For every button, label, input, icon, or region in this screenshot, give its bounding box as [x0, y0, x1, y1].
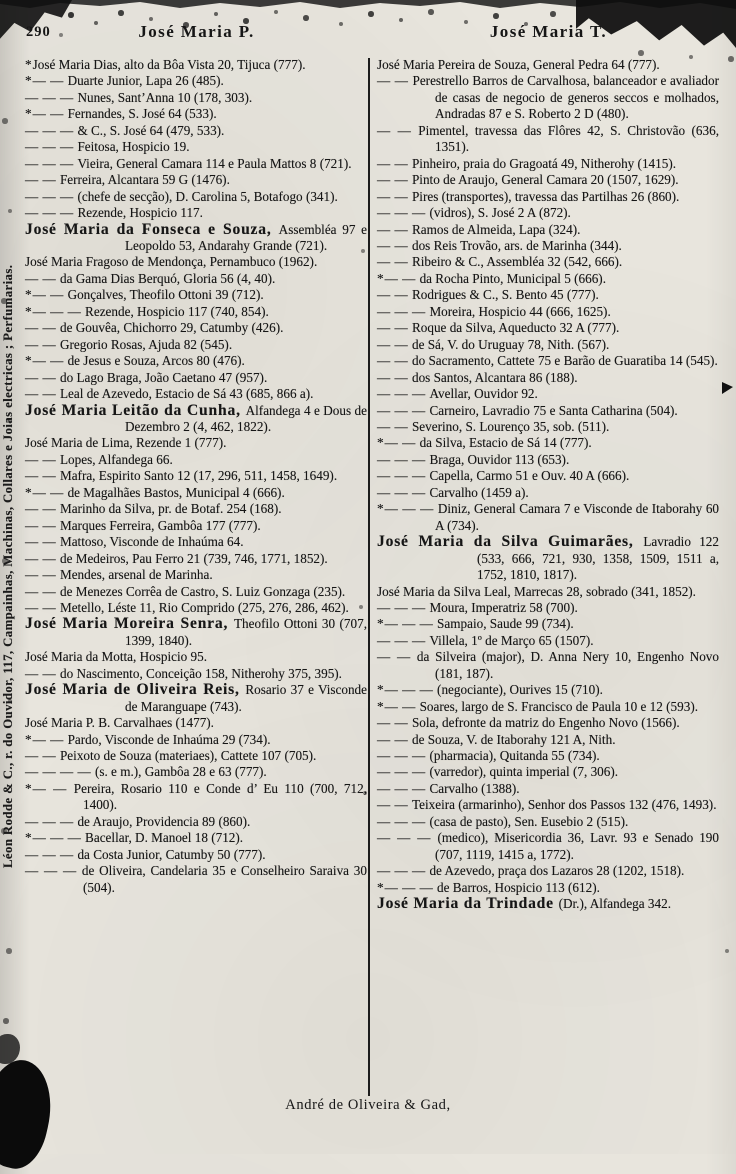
entry-text: da Rocha Pinto, Municipal 5 (666).	[419, 270, 606, 286]
directory-entry	[377, 156, 719, 172]
ditto-dashes: — —	[32, 287, 68, 303]
directory-entry	[377, 699, 719, 715]
ditto-dashes: — —	[377, 731, 412, 747]
ditto-dashes: — — — —	[25, 764, 95, 780]
entry-text: (vidros), S. José 2 A (872).	[429, 205, 571, 221]
entry-text: Feitosa, Hospicio 19.	[77, 139, 190, 155]
scan-ink-mark-right	[722, 382, 733, 394]
entry-text: Diniz, General Camara 7 e Visconde de Itaborahy 60 A (734).	[435, 501, 720, 533]
ditto-dashes: — — —	[377, 813, 430, 829]
subscriber-star-marker: *	[25, 484, 32, 500]
ditto-dashes: — —	[377, 221, 412, 237]
entry-text: Vieira, General Camara 114 e Paula Mattos 8 (721).	[77, 155, 352, 171]
directory-entry	[25, 189, 367, 205]
directory-entry	[377, 732, 719, 748]
directory-entry	[25, 370, 367, 386]
ditto-dashes: — —	[32, 73, 68, 89]
entry-text: Carvalho (1388).	[429, 780, 520, 796]
directory-entry	[25, 814, 367, 830]
directory-entry	[377, 485, 719, 501]
ditto-dashes: — —	[377, 797, 412, 813]
directory-entry	[377, 633, 719, 649]
ditto-dashes: — —	[25, 583, 60, 599]
directory-entry	[25, 781, 367, 814]
directory-entry	[25, 863, 367, 896]
directory-entry	[377, 57, 719, 73]
directory-entry	[377, 649, 719, 682]
ditto-dashes: — —	[32, 484, 68, 500]
directory-entry	[25, 452, 367, 468]
entry-text: José Maria P. B. Carvalhaes (1477).	[25, 715, 214, 731]
ditto-dashes: — — —	[384, 879, 438, 895]
entry-text: Capella, Carmo 51 e Ouv. 40 A (666).	[429, 468, 630, 484]
ditto-dashes: — —	[25, 550, 60, 566]
entry-text: Soares, largo de S. Francisco de Paula 10 e 12 (593).	[419, 698, 699, 714]
entry-text: Rezende, Hospicio 117 (740, 854).	[85, 303, 269, 319]
entry-text: da Silva, Estacio de Sá 14 (777).	[419, 435, 592, 451]
directory-entry	[25, 222, 367, 255]
directory-entry	[377, 419, 719, 435]
entry-text: de Azevedo, praça dos Lazaros 28 (1202, 1518).	[429, 863, 685, 879]
directory-entry	[377, 435, 719, 451]
subscriber-star-marker: *	[25, 830, 32, 846]
entry-text: Pinto de Araujo, General Camara 20 (1507, 1629).	[411, 172, 679, 188]
entry-name-bold: José Maria Leitão da Cunha,	[25, 401, 246, 419]
directory-entry	[377, 880, 719, 896]
subscriber-star-marker: *	[25, 353, 32, 369]
directory-entry	[377, 452, 719, 468]
footer-catchword: André de Oliveira & Gad,	[285, 1097, 451, 1113]
entry-text: Lopes, Alfandega 66.	[59, 451, 173, 467]
ditto-dashes: — —	[384, 698, 420, 714]
directory-entry	[377, 386, 719, 402]
ditto-dashes: — —	[25, 270, 60, 286]
entry-text: Moreira, Hospicio 44 (666, 1625).	[429, 303, 611, 319]
subscriber-star-marker: *	[25, 57, 32, 72]
column-left	[25, 57, 367, 896]
page-number: 290	[26, 24, 51, 40]
subscriber-star-marker: *	[377, 435, 384, 451]
ditto-dashes: — —	[25, 451, 60, 467]
directory-entry	[377, 271, 719, 287]
entry-text: Fernandes, S. José 64 (533).	[67, 106, 217, 122]
ditto-dashes: — — —	[384, 616, 438, 632]
entry-text: Villela, 1º de Março 65 (1507).	[429, 632, 594, 648]
subscriber-star-marker: *	[377, 682, 384, 698]
directory-entry	[25, 254, 367, 270]
directory-entry	[377, 287, 719, 303]
directory-entry	[25, 551, 367, 567]
subscriber-star-marker: *	[25, 780, 32, 796]
ditto-dashes: — —	[377, 353, 412, 369]
entry-text: (casa de pasto), Sen. Eusebio 2 (515).	[429, 813, 629, 829]
entry-text: de Jesus e Souza, Arcos 80 (476).	[67, 353, 245, 369]
column-header-left: José Maria P.	[138, 22, 255, 41]
entry-text: José Maria Fragoso de Mendonça, Pernambuco (1962).	[25, 254, 318, 270]
directory-entry	[377, 764, 719, 780]
ditto-dashes: — —	[377, 172, 412, 188]
entry-text: de Sá, V. do Uruguay 78, Nith. (567).	[411, 336, 610, 352]
ditto-dashes: — —	[377, 715, 412, 731]
directory-entry	[377, 238, 719, 254]
subscriber-star-marker: *	[377, 879, 384, 895]
directory-entry	[377, 205, 719, 221]
directory-entry	[25, 732, 367, 748]
entry-text: do Nascimento, Conceição 158, Nitherohy 375, 395).	[59, 665, 342, 681]
ditto-dashes: — —	[25, 468, 60, 484]
entry-text: (varredor), quinta imperial (7, 306).	[429, 764, 619, 780]
subscriber-star-marker: *	[377, 501, 384, 517]
entry-text: Pimentel, travessa das Flôres 42, S. Christovão (636, 1351).	[418, 122, 720, 155]
directory-entry	[25, 287, 367, 303]
entry-text: de Souza, V. de Itaborahy 121 A, Nith.	[411, 731, 616, 747]
subscriber-star-marker: *	[25, 731, 32, 747]
entry-text: (s. e m.), Gambôa 28 e 63 (777).	[94, 764, 267, 780]
ditto-dashes: — — —	[377, 632, 430, 648]
ditto-dashes: — — —	[25, 139, 78, 155]
ditto-dashes: — —	[377, 122, 419, 138]
ditto-dashes: — —	[377, 237, 412, 253]
entry-text: José Maria de Lima, Rezende 1 (777).	[25, 435, 227, 451]
ditto-dashes: — — —	[25, 813, 78, 829]
ditto-dashes: — — —	[25, 863, 82, 879]
directory-entry	[25, 468, 367, 484]
entry-text: Perestrello Barros de Carvalhosa, balanceador e avaliador de casas de negocio de generos seccos e molhados, Andradas 87 e S. Roberto 2 D (480).	[412, 73, 720, 122]
entry-text: da Silveira (major), D. Anna Nery 10, Engenho Novo (181, 187).	[416, 649, 719, 681]
entry-text: Mattoso, Visconde de Inhaúma 64.	[59, 534, 244, 550]
directory-entry	[25, 847, 367, 863]
entry-name-bold: José Maria da Fonseca e Souza,	[25, 220, 279, 238]
entry-text: de Oliveira, Candelaria 35 e Conselheiro Saraiva 30 (504).	[81, 863, 367, 895]
ditto-dashes: — —	[384, 270, 420, 286]
directory-entry	[25, 123, 367, 139]
entry-text: Nunes, Sant’Anna 10 (178, 303).	[77, 89, 253, 105]
ditto-dashes: — — —	[377, 303, 430, 319]
entry-text: Sampaio, Saude 99 (734).	[437, 616, 574, 632]
directory-entry	[377, 353, 719, 369]
ditto-dashes: — —	[25, 665, 60, 681]
entry-text: de Medeiros, Pau Ferro 21 (739, 746, 1771, 1852).	[59, 550, 328, 566]
directory-entry	[25, 139, 367, 155]
ditto-dashes: — —	[25, 369, 60, 385]
ditto-dashes: — — —	[377, 484, 430, 500]
entry-text: da Costa Junior, Catumby 50 (777).	[77, 846, 266, 862]
ditto-dashes: — —	[377, 336, 412, 352]
directory-entry	[377, 468, 719, 484]
entry-text: Pereira, Rosario 110 e Conde d’ Eu 110 (700, 712, 1400).	[73, 780, 367, 813]
ditto-dashes: — —	[32, 106, 68, 122]
entry-text: Peixoto de Souza (materiaes), Cattete 107 (705).	[59, 748, 317, 764]
ditto-dashes: — — —	[25, 155, 78, 171]
entry-text: (negociante), Ourives 15 (710).	[437, 682, 603, 698]
ditto-dashes: — —	[25, 534, 60, 550]
directory-entry	[377, 222, 719, 238]
ditto-dashes: — — —	[377, 748, 430, 764]
subscriber-star-marker: *	[25, 287, 32, 303]
entry-text: Mafra, Espirito Santo 12 (17, 296, 511, 1458, 1649).	[59, 468, 338, 484]
subscriber-star-marker: *	[377, 270, 384, 286]
directory-entry	[25, 649, 367, 665]
entry-text: do Lago Braga, João Caetano 47 (957).	[59, 369, 268, 385]
ditto-dashes: — —	[25, 567, 60, 583]
entry-text: Bacellar, D. Manoel 18 (712).	[85, 830, 244, 846]
directory-entry	[25, 90, 367, 106]
ditto-dashes: — —	[377, 649, 417, 665]
ditto-dashes: — — —	[377, 205, 430, 221]
ditto-dashes: — — —	[384, 501, 438, 517]
directory-entry	[25, 485, 367, 501]
directory-entry	[377, 320, 719, 336]
entry-text: de Menezes Corrêa de Castro, S. Luiz Gonzaga (235).	[59, 583, 346, 599]
directory-entry	[377, 304, 719, 320]
directory-entry	[377, 370, 719, 386]
margin-advertiser-note: Léon Rodde & C., r. do Ouvidor, 117, Campainhas, Machinas, Collares e Joias electricas ; Perfumarias.	[1, 264, 15, 868]
entry-text: (medico), Misericordia 36, Lavr. 93 e Senado 190 (707, 1119, 1415 a, 1772).	[435, 830, 719, 862]
directory-entry	[25, 435, 367, 451]
entry-text: Braga, Ouvidor 113 (653).	[429, 451, 570, 467]
entry-text: Gregorio Rosas, Ajuda 82 (545).	[59, 336, 233, 352]
directory-entry	[377, 748, 719, 764]
directory-entry	[377, 172, 719, 188]
directory-entry	[377, 123, 719, 156]
ditto-dashes: — — —	[377, 764, 430, 780]
entry-text: Avellar, Ouvidor 92.	[429, 386, 538, 402]
directory-entry	[25, 682, 367, 715]
entry-text: Rodrigues & C., S. Bento 45 (777).	[411, 287, 599, 303]
entry-text: Rosario 37 e Visconde de Maranguape (743).	[125, 682, 367, 714]
directory-entry	[25, 73, 367, 89]
entry-text: Moura, Imperatriz 58 (700).	[429, 599, 578, 615]
subscriber-star-marker: *	[25, 106, 32, 122]
ditto-dashes: — —	[25, 501, 60, 517]
entry-text: de Gouvêa, Chichorro 29, Catumby (426).	[59, 320, 284, 336]
ditto-dashes: — —	[25, 172, 60, 188]
directory-entry	[377, 254, 719, 270]
directory-entry	[377, 584, 719, 600]
ditto-dashes: — —	[377, 369, 412, 385]
directory-entry	[25, 320, 367, 336]
entry-text: Carneiro, Lavradio 75 e Santa Catharina (504).	[429, 402, 678, 418]
directory-entry	[25, 386, 367, 402]
directory-entry	[25, 304, 367, 320]
ditto-dashes: — —	[377, 254, 412, 270]
scan-specks	[0, 0, 2, 2]
entry-text: Ferreira, Alcantara 59 G (1476).	[59, 172, 230, 188]
directory-entry	[25, 156, 367, 172]
directory-entry	[25, 337, 367, 353]
directory-entry	[377, 682, 719, 698]
directory-entry	[25, 106, 367, 122]
directory-entry	[25, 666, 367, 682]
entry-text: Ribeiro & C., Assembléa 32 (542, 666).	[411, 254, 623, 270]
ditto-dashes: — —	[377, 287, 412, 303]
entry-text: Pires (transportes), travessa das Partilhas 26 (860).	[411, 188, 680, 204]
directory-entry	[25, 567, 367, 583]
directory-entry	[377, 534, 719, 583]
entry-text: Carvalho (1459 a).	[429, 484, 529, 500]
ditto-dashes: — — —	[377, 451, 430, 467]
ditto-dashes: — —	[25, 748, 60, 764]
ditto-dashes: — —	[377, 418, 412, 434]
ditto-dashes: — — —	[377, 830, 438, 846]
entry-text: do Sacramento, Cattete 75 e Barão de Guaratiba 14 (545).	[411, 353, 718, 369]
directory-entry	[377, 896, 719, 912]
column-divider-rule	[368, 58, 370, 1096]
ditto-dashes: — — —	[377, 468, 430, 484]
entry-text: Pinheiro, praia do Gragoatá 49, Nitherohy (1415).	[411, 155, 677, 171]
ditto-dashes: — — —	[377, 402, 430, 418]
ditto-dashes: — —	[377, 188, 412, 204]
directory-entry	[377, 814, 719, 830]
directory-entry	[377, 501, 719, 534]
directory-entry	[377, 189, 719, 205]
entry-text: Sola, defronte da matriz do Engenho Novo (1566).	[411, 715, 680, 731]
ditto-dashes: — — —	[377, 780, 430, 796]
entry-text: José Maria Pereira de Souza, General Pedra 64 (777).	[377, 57, 660, 72]
ditto-dashes: — — —	[25, 122, 78, 138]
ditto-dashes: — — —	[377, 386, 430, 402]
entry-text: Rezende, Hospicio 117.	[77, 205, 203, 221]
directory-entry	[25, 534, 367, 550]
directory-entry	[377, 781, 719, 797]
ditto-dashes: — — —	[32, 830, 86, 846]
entry-text: Gonçalves, Theofilo Ottoni 39 (712).	[67, 287, 264, 303]
entry-text: Teixeira (armarinho), Senhor dos Passos 132 (476, 1493).	[411, 797, 717, 813]
ditto-dashes: — —	[25, 336, 60, 352]
entry-text: José Maria da Motta, Hospicio 95.	[25, 649, 208, 665]
ditto-dashes: — —	[32, 731, 68, 747]
entry-text: Theofilo Ottoni 30 (707, 1399, 1840).	[125, 616, 367, 648]
directory-entry	[25, 600, 367, 616]
directory-entry	[377, 73, 719, 122]
ditto-dashes: — —	[25, 320, 60, 336]
directory-entry	[25, 518, 367, 534]
entry-text: Pardo, Visconde de Inhaúma 29 (734).	[67, 731, 271, 747]
entry-text: Marques Ferreira, Gambôa 177 (777).	[59, 517, 261, 533]
entry-text: Duarte Junior, Lapa 26 (485).	[67, 73, 224, 89]
ditto-dashes: — — —	[377, 599, 430, 615]
directory-entry	[377, 337, 719, 353]
column-header-right: José Maria T.	[489, 22, 608, 41]
entry-text: Ramos de Almeida, Lapa (324).	[411, 221, 581, 237]
subscriber-star-marker: *	[377, 616, 384, 632]
directory-entry	[25, 764, 367, 780]
directory-entry	[25, 830, 367, 846]
ditto-dashes: — — —	[25, 846, 78, 862]
entry-text: dos Santos, Alcantara 86 (188).	[411, 369, 578, 385]
directory-entry	[25, 403, 367, 436]
entry-text: Roque da Silva, Aqueducto 32 A (777).	[411, 320, 620, 336]
ditto-dashes: — — —	[377, 863, 430, 879]
directory-entry	[25, 748, 367, 764]
entry-text: da Gama Dias Berquó, Gloria 56 (4, 40).	[59, 270, 276, 286]
entry-text: José Maria da Silva Leal, Marrecas 28, sobrado (341, 1852).	[377, 583, 696, 599]
ditto-dashes: — —	[377, 155, 412, 171]
ditto-dashes: — —	[25, 386, 60, 402]
entry-text: Leal de Azevedo, Estacio de Sá 43 (685, 866 a).	[59, 386, 314, 402]
entry-text: de Magalhães Bastos, Municipal 4 (666).	[67, 484, 285, 500]
directory-entry	[25, 584, 367, 600]
directory-entry	[25, 172, 367, 188]
directory-entry	[377, 616, 719, 632]
directory-entry	[25, 616, 367, 649]
entry-text: Mendes, arsenal de Marinha.	[59, 567, 213, 583]
ditto-dashes: — —	[32, 353, 68, 369]
entry-name-bold: José Maria de Oliveira Reis,	[25, 681, 246, 699]
directory-entry	[25, 715, 367, 731]
directory-entry	[25, 353, 367, 369]
ditto-dashes: — —	[377, 73, 413, 89]
ditto-dashes: — —	[384, 435, 420, 451]
column-right	[377, 57, 719, 913]
entry-name-bold: José Maria Moreira Senra,	[25, 615, 234, 633]
entry-text: Lavradio 122 (533, 666, 721, 930, 1358, 1509, 1511 a, 1752, 1810, 1817).	[477, 534, 719, 583]
entry-name-bold: José Maria da Trindade	[377, 895, 559, 913]
entry-text: Alfandega 4 e Dous de Dezembro 2 (4, 462, 1822).	[125, 402, 367, 434]
entry-text: Severino, S. Lourenço 35, sob. (511).	[411, 418, 610, 434]
entry-text: José Maria Dias, alto da Bôa Vista 20, Tijuca (777).	[32, 57, 306, 72]
ditto-dashes: — —	[32, 780, 74, 796]
entry-text: Metello, Léste 11, Rio Comprido (275, 276, 286, 462).	[59, 599, 349, 615]
entry-text: dos Reis Trovão, ars. de Marinha (344).	[411, 237, 622, 253]
entry-text: & C., S. José 64 (479, 533).	[77, 122, 225, 138]
ditto-dashes: — — —	[25, 205, 78, 221]
directory-entry	[377, 797, 719, 813]
subscriber-star-marker: *	[25, 303, 32, 319]
directory-entry	[377, 863, 719, 879]
directory-entry	[377, 715, 719, 731]
directory-entry	[377, 830, 719, 863]
entry-text: (Dr.), Alfandega 342.	[558, 896, 671, 912]
entry-text: (pharmacia), Quitanda 55 (734).	[429, 748, 600, 764]
ditto-dashes: — —	[25, 517, 60, 533]
subscriber-star-marker: *	[25, 73, 32, 89]
directory-entry	[25, 57, 367, 73]
directory-entry	[377, 600, 719, 616]
entry-text: Marinho da Silva, pr. de Botaf. 254 (168).	[59, 501, 282, 517]
ditto-dashes: — —	[25, 599, 60, 615]
entry-text: de Araujo, Providencia 89 (860).	[77, 813, 251, 829]
entry-text: de Barros, Hospicio 113 (612).	[437, 879, 600, 895]
ditto-dashes: — — —	[25, 188, 78, 204]
directory-entry	[377, 403, 719, 419]
ditto-dashes: — — —	[384, 682, 438, 698]
ditto-dashes: — — —	[25, 89, 78, 105]
directory-entry	[25, 271, 367, 287]
entry-text: Assembléa 97 e Leopoldo 53, Andarahy Grande (721).	[125, 221, 367, 253]
entry-name-bold: José Maria da Silva Guimarães,	[377, 533, 644, 551]
entry-text: (chefe de secção), D. Carolina 5, Botafogo (341).	[77, 188, 338, 204]
ditto-dashes: — — —	[32, 303, 86, 319]
directory-entry	[25, 501, 367, 517]
ditto-dashes: — —	[377, 320, 412, 336]
subscriber-star-marker: *	[377, 698, 384, 714]
directory-entry	[25, 205, 367, 221]
